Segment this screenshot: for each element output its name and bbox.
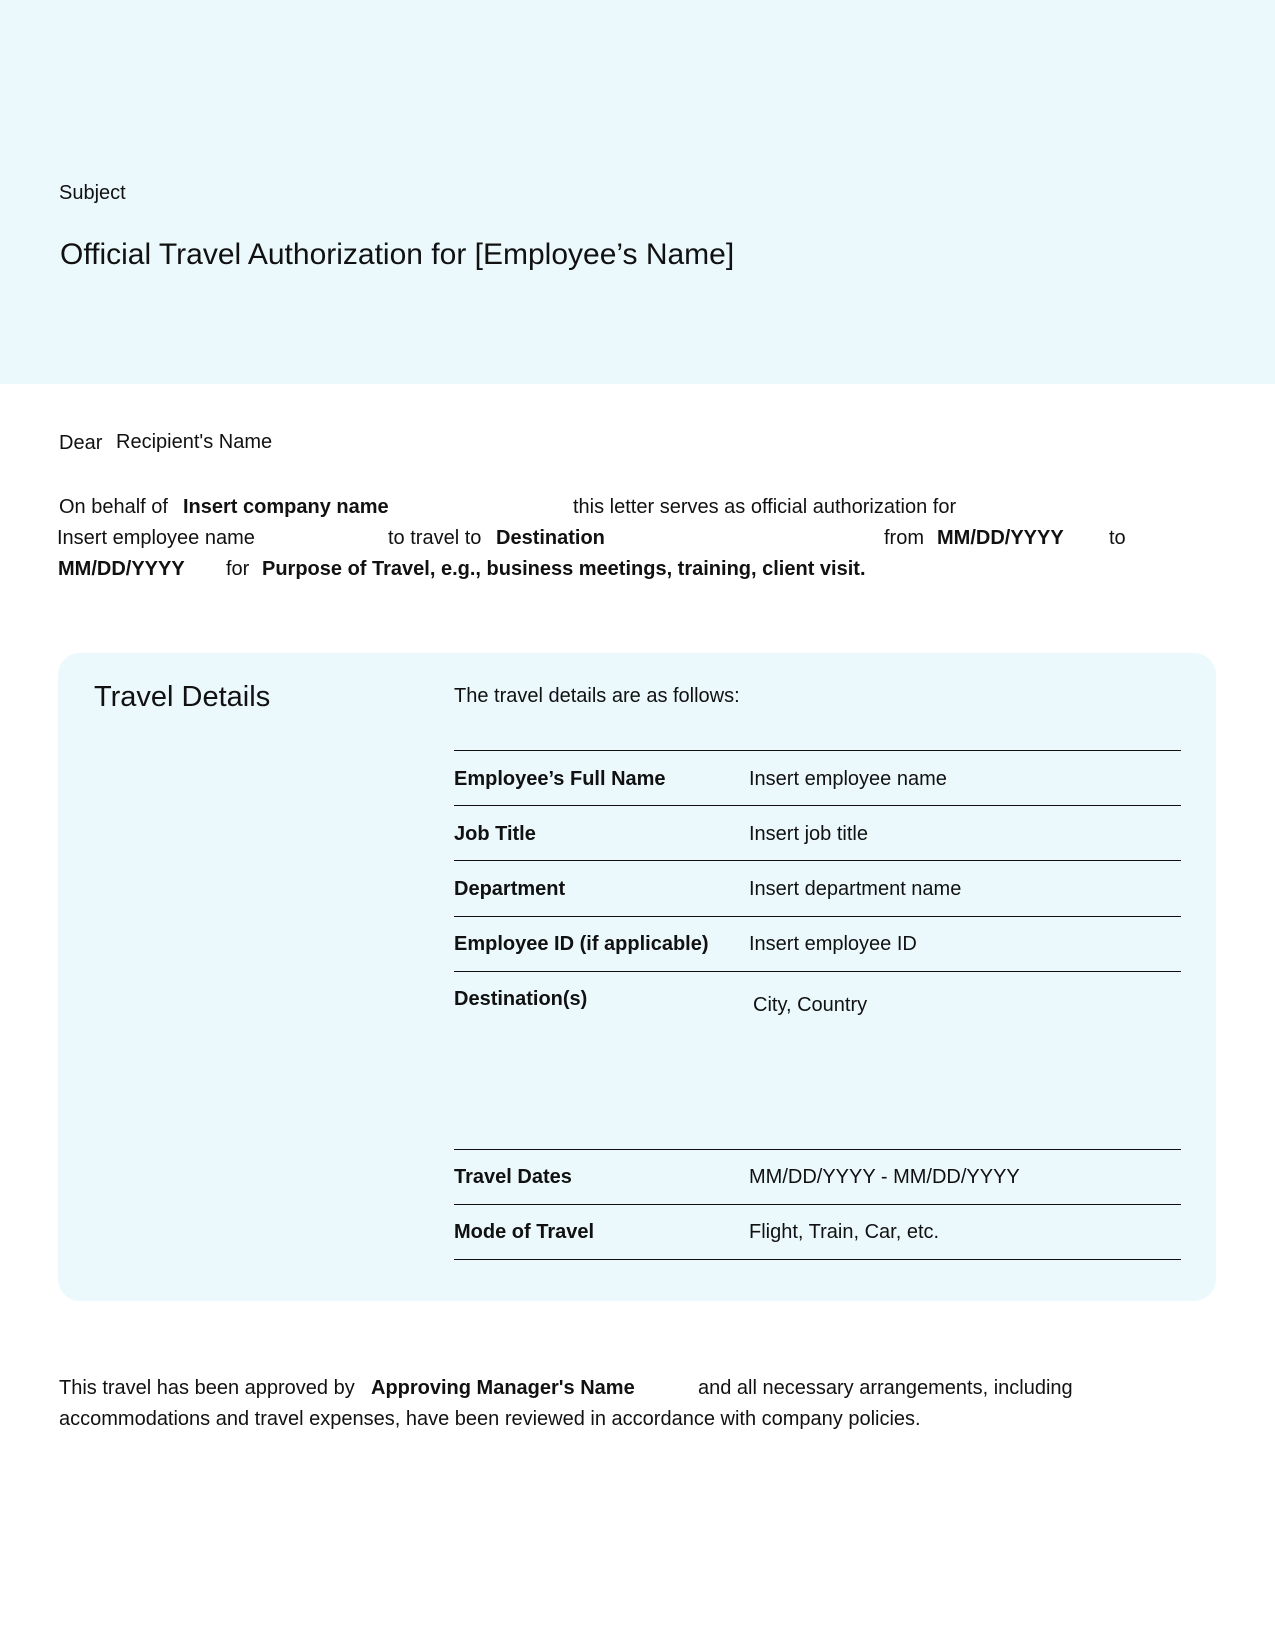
intro-text: for xyxy=(226,558,250,580)
row-label-travel-dates: Travel Dates xyxy=(454,1166,572,1188)
row-label-department: Department xyxy=(454,878,566,900)
row-label-job-title: Job Title xyxy=(454,823,536,845)
row-label-mode-of-travel: Mode of Travel xyxy=(454,1221,595,1243)
recipient-name-field[interactable]: Recipient's Name xyxy=(116,431,273,453)
approval-text: and all necessary arrangements, including xyxy=(698,1377,1073,1399)
travel-details-heading: Travel Details xyxy=(94,681,271,713)
row-value-full-name[interactable]: Insert employee name xyxy=(749,768,947,790)
company-name-field[interactable]: Insert company name xyxy=(183,496,389,518)
row-value-job-title[interactable]: Insert job title xyxy=(749,823,868,845)
subject-label: Subject xyxy=(59,182,126,204)
purpose-field[interactable]: Purpose of Travel, e.g., business meetings, training, client visit. xyxy=(262,558,866,580)
divider xyxy=(454,860,1181,861)
row-label-employee-id: Employee ID (if applicable) xyxy=(454,933,709,955)
row-value-destinations[interactable]: City, Country xyxy=(753,994,868,1016)
row-value-travel-dates[interactable]: MM/DD/YYYY - MM/DD/YYYY xyxy=(749,1166,1020,1188)
header-banner xyxy=(0,0,1275,384)
approval-text: This travel has been approved by xyxy=(59,1377,355,1399)
document-title: Official Travel Authorization for [Employee’s Name] xyxy=(60,238,735,271)
intro-text: to xyxy=(1109,527,1126,549)
row-value-mode-of-travel[interactable]: Flight, Train, Car, etc. xyxy=(749,1221,940,1243)
row-value-department[interactable]: Insert department name xyxy=(749,878,962,900)
approving-manager-field[interactable]: Approving Manager's Name xyxy=(371,1377,635,1399)
intro-text: from xyxy=(884,527,924,549)
divider xyxy=(454,750,1181,751)
approval-text: accommodations and travel expenses, have been reviewed in accordance with company policies. xyxy=(59,1408,921,1430)
employee-name-field[interactable]: Insert employee name xyxy=(57,527,255,549)
intro-text: this letter serves as official authorization for xyxy=(573,496,957,518)
row-label-destinations: Destination(s) xyxy=(454,988,588,1010)
row-label-full-name: Employee’s Full Name xyxy=(454,768,666,790)
row-value-employee-id[interactable]: Insert employee ID xyxy=(749,933,917,955)
intro-text: to travel to xyxy=(388,527,482,549)
start-date-field[interactable]: MM/DD/YYYY xyxy=(937,527,1064,549)
divider xyxy=(454,1259,1181,1260)
intro-text: On behalf of xyxy=(59,496,168,518)
end-date-field[interactable]: MM/DD/YYYY xyxy=(58,558,185,580)
destination-field[interactable]: Destination xyxy=(496,527,605,549)
salutation: Dear xyxy=(59,432,103,454)
divider xyxy=(454,916,1181,917)
divider xyxy=(454,1204,1181,1205)
divider xyxy=(454,805,1181,806)
divider xyxy=(454,971,1181,972)
travel-details-intro: The travel details are as follows: xyxy=(454,685,740,707)
divider xyxy=(454,1149,1181,1150)
